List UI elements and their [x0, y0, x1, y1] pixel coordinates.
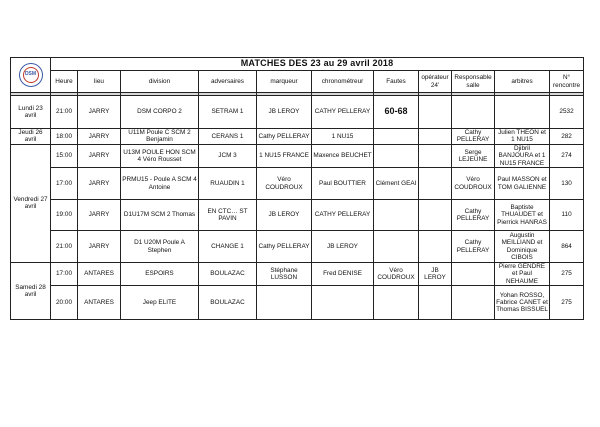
cell-adversaires: CHANGE 1	[199, 231, 257, 263]
table-row	[11, 286, 584, 320]
cell-lieu: JARRY	[78, 129, 121, 145]
table-row	[11, 168, 584, 200]
cell-arbitres: Augustin MEILLIAND et Dominique CIBOIS	[495, 231, 550, 263]
cell-heure: 20:00	[51, 286, 78, 320]
header-chronometreur: chronométreur	[312, 71, 374, 93]
cell-responsable: Serge LEJEUNE	[452, 144, 495, 167]
cell-adversaires: RUAUDIN 1	[199, 168, 257, 200]
match-schedule-table	[10, 57, 584, 320]
cell-fautes: Véro COUDROUX	[374, 263, 419, 286]
cell-lieu: ANTARES	[78, 286, 121, 320]
day-cell: Jeudi 26 avril	[11, 129, 51, 145]
cell-chrono	[312, 286, 374, 320]
cell-marqueur: Cathy PELLERAY	[257, 129, 312, 145]
cell-arbitres: Djibril BANJOURA et 1 NU15 FRANCE	[495, 144, 550, 167]
day-cell: Vendredi 27 avril	[11, 144, 51, 262]
cell-responsable: Véro COUDROUX	[452, 168, 495, 200]
cell-rencontre: 110	[550, 200, 584, 231]
cell-chrono: 1 NU15	[312, 129, 374, 145]
cell-division: PRMU15 - Poule A SCM 4 Antoine	[121, 168, 199, 200]
cell-adversaires: BOULAZAC	[199, 286, 257, 320]
cell-division: U11M Poule C SCM 2 Benjamin	[121, 129, 199, 145]
club-logo: DSM	[19, 63, 43, 87]
cell-arbitres	[495, 96, 550, 129]
header-fautes: Fautes	[374, 71, 419, 93]
cell-operateur	[419, 129, 452, 145]
header-rencontre: N° rencontre	[550, 71, 584, 93]
cell-operateur	[419, 144, 452, 167]
header-operateur: opérateur 24'	[419, 71, 452, 93]
header-marqueur: marqueur	[257, 71, 312, 93]
cell-adversaires: JCM 3	[199, 144, 257, 167]
header-row	[11, 71, 584, 93]
cell-responsable	[452, 286, 495, 320]
cell-adversaires: BOULAZAC	[199, 263, 257, 286]
cell-lieu: JARRY	[78, 168, 121, 200]
cell-lieu: JARRY	[78, 231, 121, 263]
header-lieu: lieu	[78, 71, 121, 93]
cell-marqueur	[257, 286, 312, 320]
cell-responsable: Cathy PELLERAY	[452, 129, 495, 145]
cell-division: D1U17M SCM 2 Thomas	[121, 200, 199, 231]
cell-division: U13M POULE HON SCM 4 Véro Rousset	[121, 144, 199, 167]
cell-arbitres: Yohan ROSSO, Fabrice CANET et Thomas BISSUEL	[495, 286, 550, 320]
table-row	[11, 144, 584, 167]
cell-division: Jeep ELITE	[121, 286, 199, 320]
cell-lieu: JARRY	[78, 144, 121, 167]
day-cell: Lundi 23 avril	[11, 96, 51, 129]
cell-responsable	[452, 263, 495, 286]
cell-heure: 15:00	[51, 144, 78, 167]
cell-heure: 21:00	[51, 231, 78, 263]
cell-heure: 17:00	[51, 168, 78, 200]
cell-marqueur: Cathy PELLERAY	[257, 231, 312, 263]
cell-marqueur: JB LEROY	[257, 96, 312, 129]
cell-heure: 17:00	[51, 263, 78, 286]
cell-marqueur: Stéphane LUSSON	[257, 263, 312, 286]
day-cell: Samedi 28 avril	[11, 263, 51, 320]
cell-chrono: CATHY PELLERAY	[312, 96, 374, 129]
cell-responsable: Cathy PELLERAY	[452, 231, 495, 263]
cell-rencontre: 2532	[550, 96, 584, 129]
header-responsable: Responsable salle	[452, 71, 495, 93]
cell-heure: 18:00	[51, 129, 78, 145]
header-heure: Heure	[51, 71, 78, 93]
cell-division: D1 U20M Poule A Stephen	[121, 231, 199, 263]
cell-operateur: JB LEROY	[419, 263, 452, 286]
cell-chrono: JB LEROY	[312, 231, 374, 263]
cell-fautes: 60-68	[374, 96, 419, 129]
logo-cell	[11, 58, 51, 93]
cell-chrono: Fred DENISE	[312, 263, 374, 286]
cell-fautes	[374, 286, 419, 320]
header-adversaires: adversaires	[199, 71, 257, 93]
table-row	[11, 96, 584, 129]
cell-fautes	[374, 129, 419, 145]
table-row	[11, 200, 584, 231]
cell-chrono: CATHY PELLERAY	[312, 200, 374, 231]
cell-fautes	[374, 200, 419, 231]
cell-operateur	[419, 231, 452, 263]
header-division: division	[121, 71, 199, 93]
cell-arbitres: Paul MASSON et TOM GALIENNE	[495, 168, 550, 200]
cell-rencontre: 282	[550, 129, 584, 145]
cell-operateur	[419, 200, 452, 231]
cell-lieu: ANTARES	[78, 263, 121, 286]
cell-rencontre: 130	[550, 168, 584, 200]
cell-rencontre: 864	[550, 231, 584, 263]
page-title: MATCHES DES 23 au 29 avril 2018	[51, 58, 584, 71]
cell-fautes	[374, 144, 419, 167]
cell-operateur	[419, 168, 452, 200]
cell-arbitres: Julien THEON et 1 NU15	[495, 129, 550, 145]
cell-lieu: JARRY	[78, 96, 121, 129]
cell-responsable: Cathy PELLERAY	[452, 200, 495, 231]
cell-heure: 21:00	[51, 96, 78, 129]
cell-arbitres: Pierre GENDRE et Paul NEHAUME	[495, 263, 550, 286]
cell-responsable	[452, 96, 495, 129]
cell-lieu: JARRY	[78, 200, 121, 231]
cell-division: DSM CORPO 2	[121, 96, 199, 129]
cell-arbitres: Baptiste THUAUDET et Pierrick HANRAS	[495, 200, 550, 231]
cell-rencontre: 275	[550, 263, 584, 286]
cell-fautes	[374, 231, 419, 263]
cell-chrono: Paul BOUTTIER	[312, 168, 374, 200]
cell-division: ESPOIRS	[121, 263, 199, 286]
cell-adversaires: SETRAM 1	[199, 96, 257, 129]
cell-marqueur: JB LEROY	[257, 200, 312, 231]
cell-adversaires: EN CTC… ST PAVIN	[199, 200, 257, 231]
cell-marqueur: Véro COUDROUX	[257, 168, 312, 200]
table-row	[11, 231, 584, 263]
cell-operateur	[419, 286, 452, 320]
table-row	[11, 129, 584, 145]
cell-adversaires: CERANS 1	[199, 129, 257, 145]
cell-rencontre: 275	[550, 286, 584, 320]
cell-chrono: Maxence BEUCHET	[312, 144, 374, 167]
cell-rencontre: 274	[550, 144, 584, 167]
cell-fautes: Clément GEAI	[374, 168, 419, 200]
cell-marqueur: 1 NU15 FRANCE	[257, 144, 312, 167]
cell-operateur	[419, 96, 452, 129]
header-arbitres: arbitres	[495, 71, 550, 93]
cell-heure: 19:00	[51, 200, 78, 231]
table-row	[11, 263, 584, 286]
